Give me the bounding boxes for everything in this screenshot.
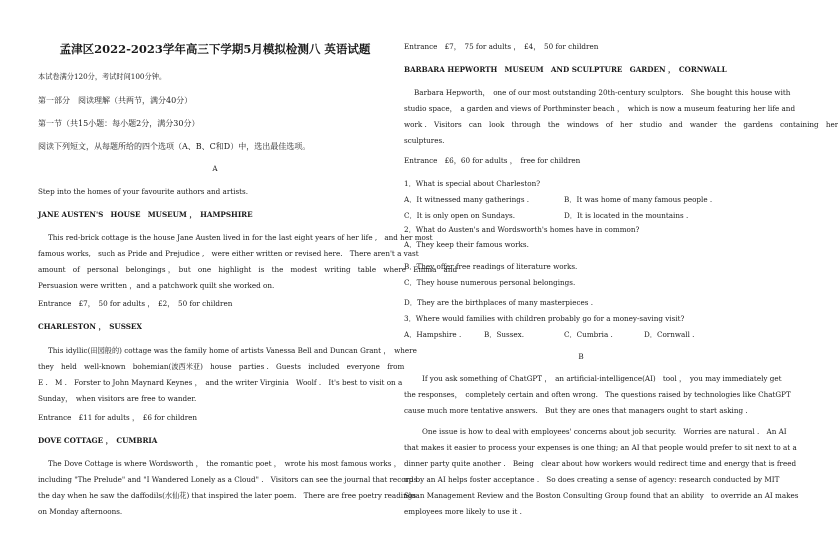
- paragraph-line: The Dove Cottage is where Wordsworth ， the romantic poet ， wrote his most famous works ，: [48, 459, 401, 468]
- entrance-price: Entrance £7， 50 for adults ， £2， 50 for children: [38, 299, 233, 308]
- paragraph-line: work . Visitors can look through the windows of her studio and wander the gardens containing her: [404, 120, 838, 129]
- question-1: 1．What is special about Charleston?: [404, 179, 541, 188]
- page-title: 孟津区2022-2023学年高三下学期5月模拟检测八 英语试题: [59, 42, 371, 56]
- option-1b: B．It was home of many famous people .: [564, 195, 713, 204]
- paragraph-line: sculptures.: [404, 136, 445, 145]
- option-1d: D．It is located in the mountains .: [564, 211, 689, 220]
- question-3: 3．Where would families with children probably go for a money-saving visit?: [404, 314, 685, 323]
- museum-heading-hepworth: BARBARA HEPWORTH MUSEUM AND SCULPTURE GARDEN ， CORNWALL: [404, 65, 727, 74]
- paragraph-line: This idyllic(田园般的) cottage was the family home of artists Vanessa Bell and Duncan Grant ， where: [48, 346, 417, 355]
- entrance-price: Entrance £7， 75 for adults ， £4， 50 for children: [404, 42, 599, 51]
- museum-heading-charleston: CHARLESTON ， SUSSEX: [38, 322, 142, 331]
- paragraph-line: cause much more tentative answers. But they are ones that managers ought to start asking .: [404, 406, 748, 415]
- intro-line: Step into the homes of your favourite authors and artists.: [38, 187, 248, 196]
- paragraph-line: Barbara Hepworth， one of our most outstanding 20th-century sculptors. She bought this house with: [414, 88, 791, 97]
- passage-a-label: A: [212, 164, 218, 173]
- question-2: 2．What do Austen's and Wordsworth's homes have in common?: [404, 225, 640, 234]
- museum-heading-dove: DOVE COTTAGE ， CUMBRIA: [38, 436, 158, 445]
- passage-b-label: B: [578, 352, 584, 361]
- paragraph-line: including "The Prelude" and "I Wandered Lonely as a Cloud" . Visitors can see the journal that records: [38, 475, 418, 484]
- option-3a: A．Hampshire .: [404, 330, 462, 339]
- exam-info: 本试卷满分120分，考试时间100分钟。: [38, 72, 167, 81]
- museum-heading-austen: JANE AUSTEN'S HOUSE MUSEUM ， HAMPSHIRE: [38, 210, 253, 219]
- entrance-price: Entrance £11 for adults ， £6 for children: [38, 413, 198, 422]
- paragraph-line: amount of personal belongings ， but one highlight is the modest writing table where Emma and: [38, 265, 458, 274]
- paragraph-line: Sunday， when visitors are free to wander.: [38, 394, 197, 403]
- option-1a: A．It witnessed many gatherings .: [404, 195, 530, 204]
- option-3c: C．Cumbria .: [564, 330, 613, 339]
- option-2b: B．They offer free readings of literature works.: [404, 262, 578, 271]
- paragraph-line: dinner party quite another . Being clear about how workers would redirect time and energy that is freed: [404, 459, 797, 468]
- option-2a: A．They keep their famous works.: [404, 240, 529, 249]
- instruction: 阅读下列短文，从每题所给的四个选项（A、B、C和D）中，选出最佳选项。: [38, 142, 311, 151]
- section-heading: 第一节（共15小题：每小题2分，满分30分）: [38, 119, 200, 128]
- option-1c: C．It is only open on Sundays.: [404, 211, 516, 220]
- option-3d: D．Cornwall .: [644, 330, 695, 339]
- paragraph-line: This red-brick cottage is the house Jane Austen lived in for the last eight years of her life , and her most: [48, 233, 433, 242]
- part-heading: 第一部分 阅读理解（共两节，满分40分）: [38, 96, 193, 105]
- option-2d: D．They are the birthplaces of many masterpieces .: [404, 298, 593, 307]
- paragraph-line: that makes it easier to process your expenses is one thing; an AI that people would prefer to sit next to at a: [404, 443, 797, 452]
- paragraph-line: famous works, such as Pride and Prejudice , were either written or revised here. There aren't a vast: [38, 249, 419, 258]
- paragraph-line: they held well-known bohemian(波西米亚) house parties . Guests included everyone from: [38, 362, 405, 371]
- paragraph-line: employees more likely to use it .: [404, 507, 522, 516]
- paragraph-line: If you ask something of ChatGPT ， an artificial-intelligence(AI) tool ， you may immediately get: [422, 374, 782, 383]
- paragraph-line: up by an AI helps foster acceptance . So does creating a sense of agency: research conducted by MIT: [404, 475, 780, 484]
- paragraph-line: E . M . Forster to John Maynard Keynes ， and the writer Virginia Woolf . It's best to visit on a: [38, 378, 403, 387]
- option-2c: C．They house numerous personal belongings.: [404, 278, 576, 287]
- paragraph-line: studio space， a garden and views of Porthminster beach ， which is now a museum featuring her life and: [404, 104, 796, 113]
- entrance-price: Entrance £6，60 for adults ， free for children: [404, 156, 581, 165]
- paragraph-line: One issue is how to deal with employees' concerns about job security. Worries are natural . An AI: [422, 427, 787, 436]
- paragraph-line: the responses， completely certain and often wrong. The questions raised by technologies like ChatGPT: [404, 390, 791, 399]
- paragraph-line: Sloan Management Review and the Boston Consulting Group found that an ability to override an AI makes: [404, 491, 799, 500]
- paragraph-line: Persuasion were written ，and a patchwork quilt she worked on.: [38, 281, 275, 290]
- paragraph-line: the day when he saw the daffodils(水仙花) that inspired the later poem. There are free poetry readings: [38, 491, 417, 500]
- option-3b: B．Sussex.: [484, 330, 524, 339]
- paragraph-line: on Monday afternoons.: [38, 507, 123, 516]
